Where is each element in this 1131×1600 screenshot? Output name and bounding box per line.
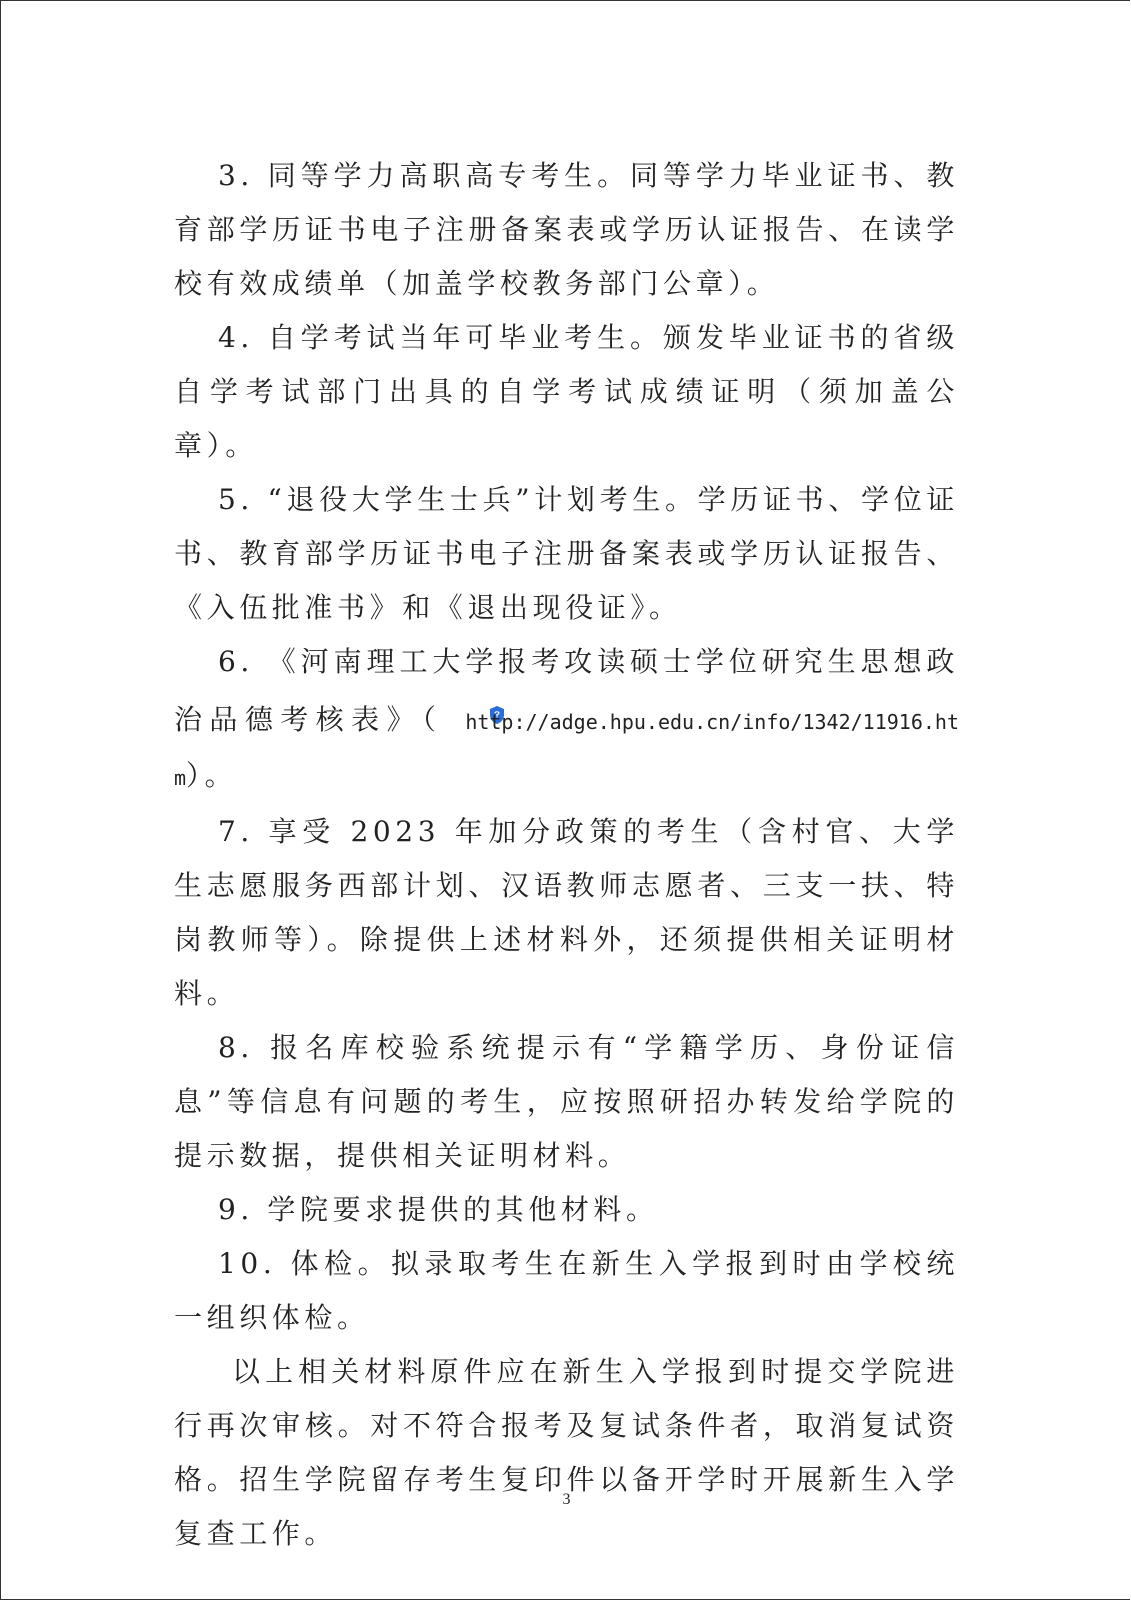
list-item-7: 7. 享受 2023 年加分政策的考生（含村官、大学生志愿服务西部计划、汉语教师志愿者、三支一扶、特岗教师等）。除提供上述材料外，还须提供相关证明材料。: [174, 815, 959, 1010]
list-item-3: 3. 同等学力高职高专考生。同等学力毕业证书、教育部学历证书电子注册备案表或学历认证报告、在读学校有效成绩单（加盖学校教务部门公章）。: [174, 159, 959, 300]
page-number: 3: [562, 1491, 571, 1508]
item6-suffix: ）。: [186, 759, 238, 792]
list-item-10: 10. 体检。拟录取考生在新生入学报到时由学校统一组织体检。: [174, 1247, 959, 1334]
shield-check-icon: [443, 689, 463, 709]
item6-prefix: 6. 《河南理工大学报考攻读硕士学位研究生思想政治品德考核表》（: [174, 645, 959, 736]
list-item-8: 8. 报名库校验系统提示有“学籍学历、身份证信息”等信息有问题的考生，应按照研招办转发给学院的提示数据，提供相关证明材料。: [174, 1031, 959, 1172]
list-item-4: 4. 自学考试当年可毕业考生。颁发毕业证书的省级自学考试部门出具的自学考试成绩证明（须加盖公章）。: [174, 321, 959, 462]
document-body: [174, 149, 959, 1561]
list-item-5: 5. “退役大学生士兵”计划考生。学历证书、学位证书、教育部学历证书电子注册备案表或学历认证报告、《入伍批准书》和《退出现役证》。: [174, 483, 959, 624]
list-item-6: [174, 635, 959, 805]
form-download-link[interactable]: http://adge.hpu.edu.cn/info/1342/11916.htm: [174, 710, 959, 790]
list-item-9: 9. 学院要求提供的其他材料。: [218, 1193, 659, 1226]
closing-paragraph: 以上相关材料原件应在新生入学报到时提交学院进行再次审核。对不符合报考及复试条件者，取消复试资格。招生学院留存考生复印件以备开学时开展新生入学复查工作。: [174, 1355, 959, 1550]
